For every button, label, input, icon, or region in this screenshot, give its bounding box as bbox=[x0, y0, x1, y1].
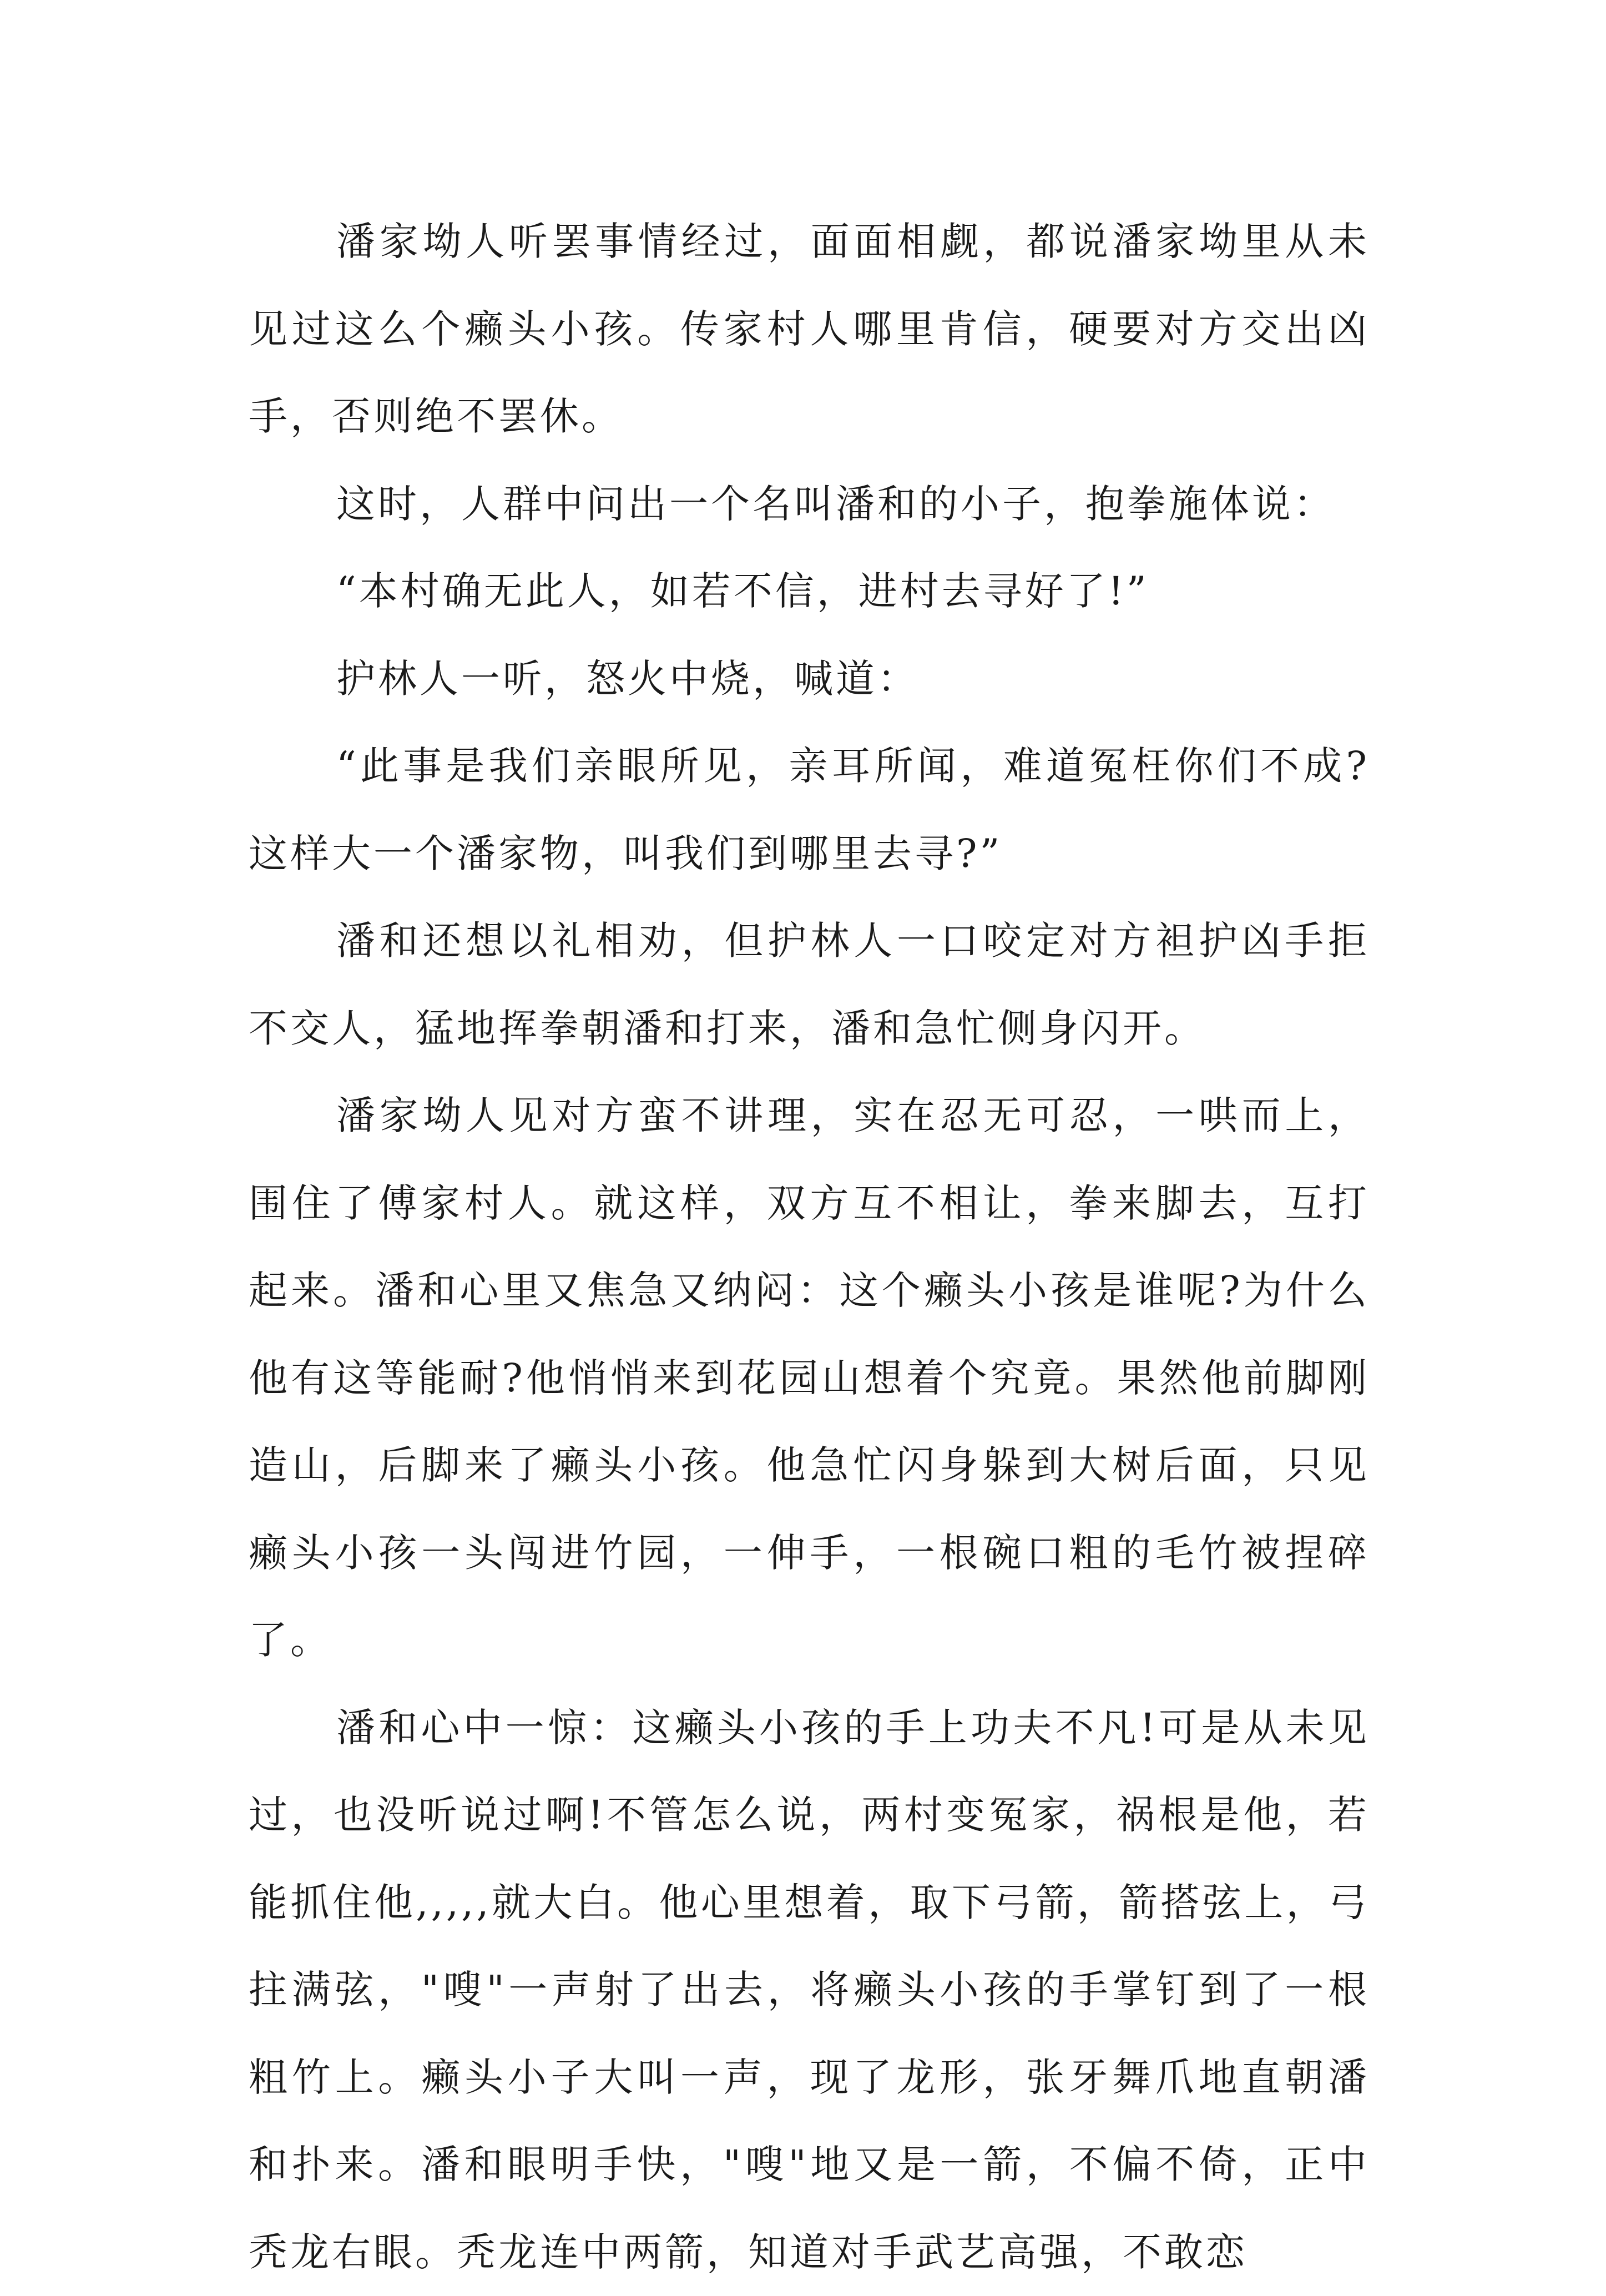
paragraph: 潘家坳人见对方蛮不讲理，实在忍无可忍，一哄而上，围住了傅家村人。就这样，双方互不相让，拳来脚去，互打起来。潘和心里又焦急又纳闷：这个癞头小孩是谁呢?为什么他有这等能耐?他悄悄来到花园山想着个究竟。果然他前脚刚造山，后脚来了癞头小孩。他急忙闪身躲到大树后面，只见癞头小孩一头闯进竹园，一伸手，一根碗口粗的毛竹被捏碎了。 bbox=[249, 1072, 1370, 1684]
paragraph: 潘家坳人听罢事情经过，面面相觑，都说潘家坳里从未见过这么个癞头小孩。传家村人哪里肯信，硬要对方交出凶手，否则绝不罢休。 bbox=[249, 198, 1370, 461]
paragraph: 潘和还想以礼相劝，但护林人一口咬定对方袒护凶手拒不交人，猛地挥拳朝潘和打来，潘和急忙侧身闪开。 bbox=[249, 897, 1370, 1072]
paragraph: “此事是我们亲眼所见，亲耳所闻，难道冤枉你们不成?这样大一个潘家物，叫我们到哪里去寻?” bbox=[249, 723, 1370, 897]
paragraph: 这时，人群中问出一个名叫潘和的小子，抱拳施体说： bbox=[249, 461, 1370, 548]
body-text bbox=[249, 198, 1370, 2296]
paragraph: 潘和心中一惊：这癞头小孩的手上功夫不凡!可是从未见过，也没听说过啊!不管怎么说，两村变冤家，祸根是他，若能抓住他,,,,,就大白。他心里想着，取下弓箭，箭搭弦上，弓拄满弦，"嗖"一声射了出去，将癞头小孩的手掌钉到了一根粗竹上。癞头小子大叫一声，现了龙形，张牙舞爪地直朝潘和扑来。潘和眼明手快，"嗖"地又是一箭，不偏不倚，正中秃龙右眼。秃龙连中两箭，知道对手武艺高强，不敢恋 bbox=[249, 1684, 1370, 2296]
paragraph: 护林人一听，怒火中烧，喊道： bbox=[249, 635, 1370, 723]
paragraph: “本村确无此人，如若不信，进村去寻好了!” bbox=[249, 548, 1370, 635]
